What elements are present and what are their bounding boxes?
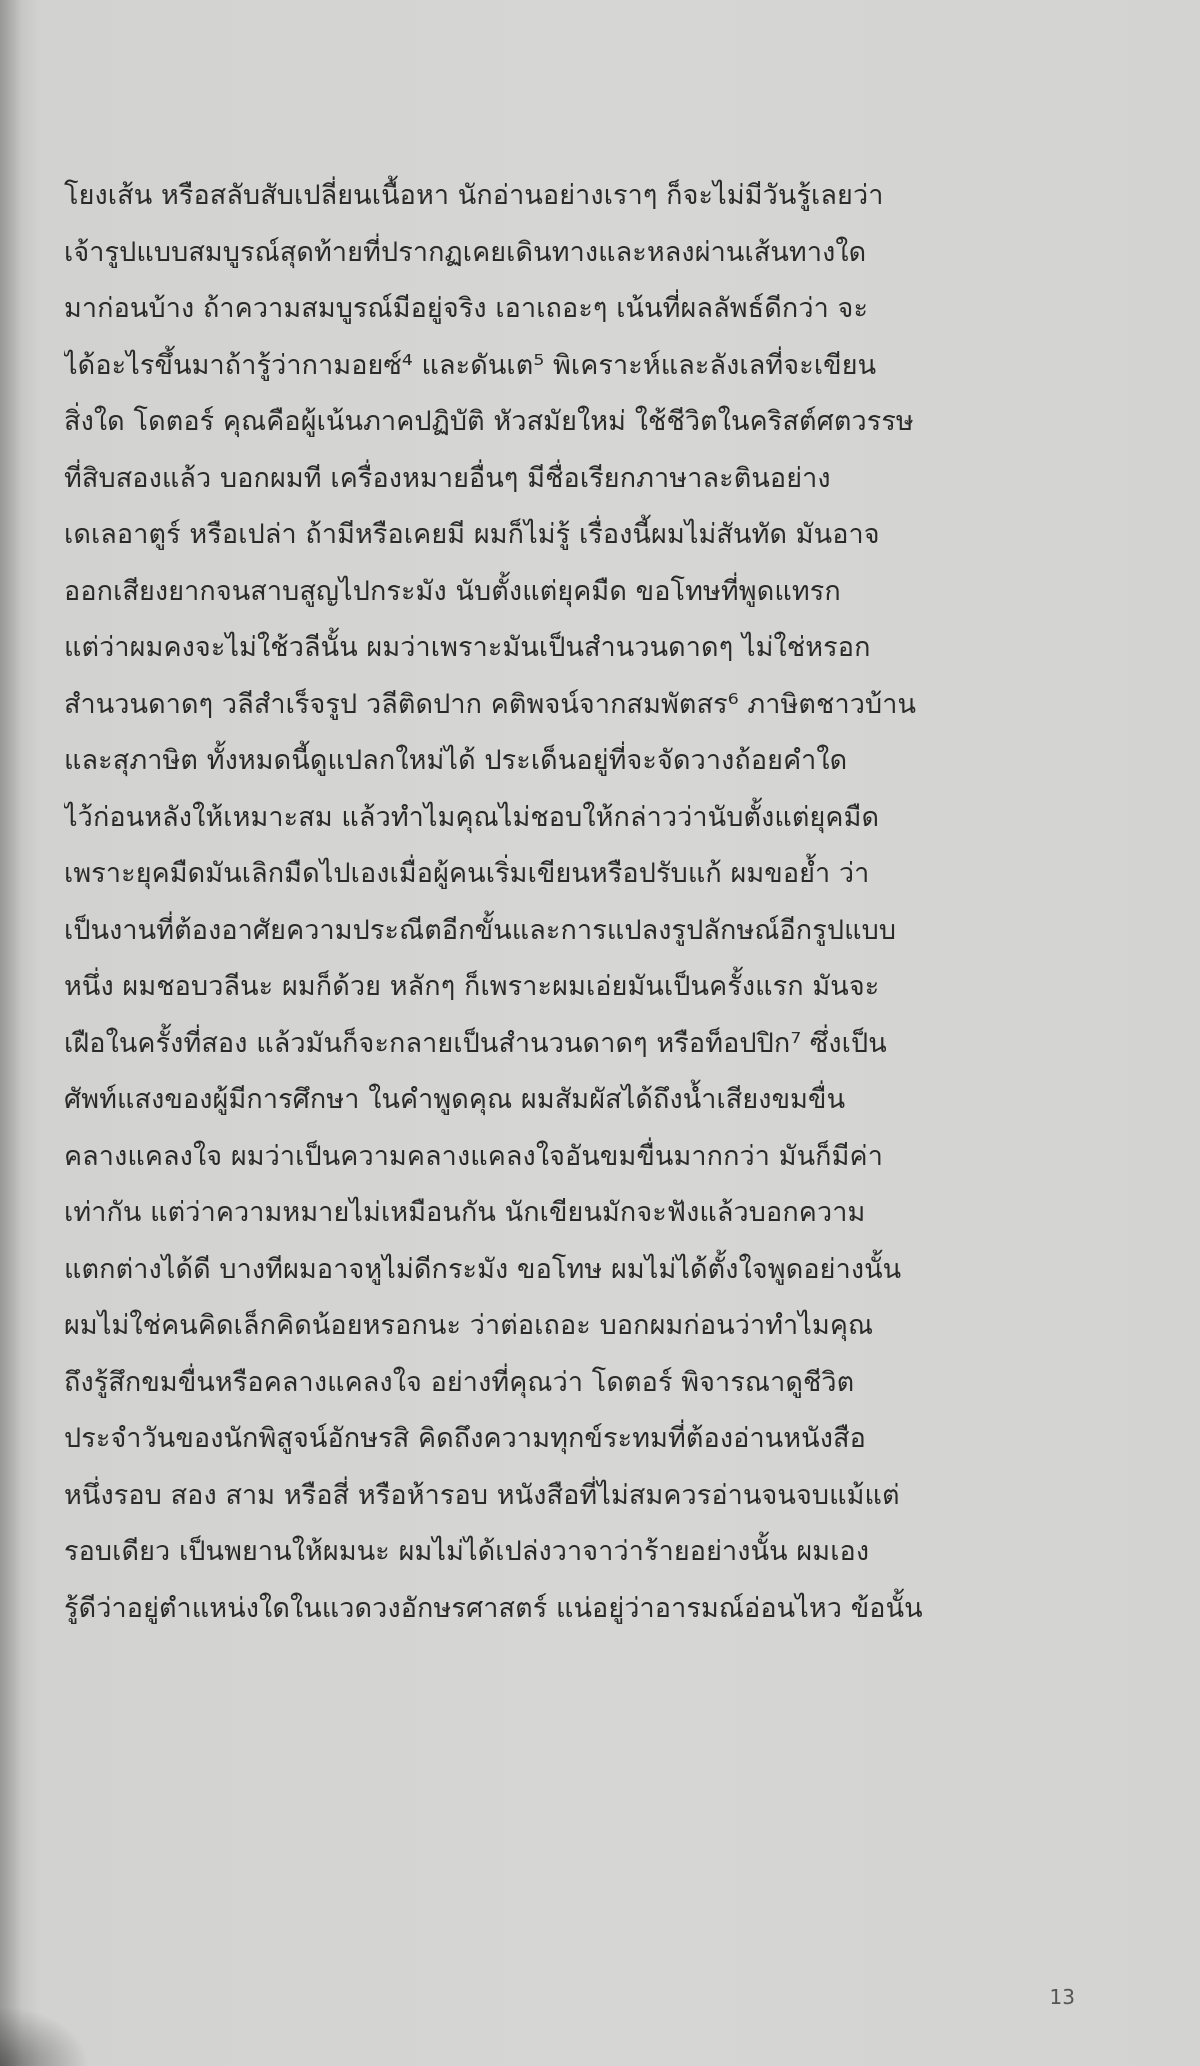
text-line: เท่ากัน แต่ว่าความหมายไม่เหมือนกัน นักเขียนมักจะฟังแล้วบอกความ: [64, 1197, 866, 1228]
text-line: รอบเดียว เป็นพยานให้ผมนะ ผมไม่ได้เปล่งวาจาว่าร้ายอย่างนั้น ผมเอง: [64, 1536, 870, 1567]
page-number: 13: [1049, 1985, 1075, 2009]
text-line: ออกเสียงยากจนสาบสูญไปกระมัง นับตั้งแต่ยุคมืด ขอโทษที่พูดแทรก: [64, 575, 841, 607]
text-line: สำนวนดาดๆ วลีสำเร็จรูป วลีติดปาก คติพจน์จากสมพัตสร⁶ ภาษิตชาวบ้าน: [64, 688, 917, 720]
text-line: มาก่อนบ้าง ถ้าความสมบูรณ์มีอยู่จริง เอาเถอะๆ เน้นที่ผลลัพธ์ดีกว่า จะ: [64, 293, 869, 324]
page-corner-shadow: [0, 2006, 90, 2066]
text-line: ศัพท์แสงของผู้มีการศึกษา ในคำพูดคุณ ผมสัมผัสได้ถึงน้ำเสียงขมขื่น: [64, 1084, 846, 1115]
text-line: ประจำวันของนักพิสูจน์อักษรสิ คิดถึงความทุกข์ระทมที่ต้องอ่านหนังสือ: [64, 1423, 866, 1454]
text-line: รู้ดีว่าอยู่ตำแหน่งใดในแวดวงอักษรศาสตร์ แน่อยู่ว่าอารมณ์อ่อนไหว ข้อนั้น: [64, 1592, 923, 1624]
text-line: แต่ว่าผมคงจะไม่ใช้วลีนั้น ผมว่าเพราะมันเป็นสำนวนดาดๆ ไม่ใช่หรอก: [64, 632, 871, 663]
text-line: หนึ่งรอบ สอง สาม หรือสี่ หรือห้ารอบ หนังสือที่ไม่สมควรอ่านจนจบแม้แต่: [64, 1479, 900, 1511]
text-line: แตกต่างได้ดี บางทีผมอาจหูไม่ดีกระมัง ขอโทษ ผมไม่ได้ตั้งใจพูดอย่างนั้น: [64, 1253, 902, 1285]
text-line: และสุภาษิต ทั้งหมดนี้ดูแปลกใหม่ได้ ประเด็นอยู่ที่จะจัดวางถ้อยคำใด: [64, 745, 848, 776]
text-line: เจ้ารูปแบบสมบูรณ์สุดท้ายที่ปรากฏเคยเดินทางและหลงผ่านเส้นทางใด: [64, 236, 867, 268]
text-line: ไว้ก่อนหลังให้เหมาะสม แล้วทำไมคุณไม่ชอบให้กล่าวว่านับตั้งแต่ยุคมืด: [64, 801, 880, 833]
text-line: เดเลอาตูร์ หรือเปล่า ถ้ามีหรือเคยมี ผมก็ไม่รู้ เรื่องนี้ผมไม่สันทัด มันอาจ: [64, 519, 880, 550]
text-line: โยงเส้น หรือสลับสับเปลี่ยนเนื้อหา นักอ่านอย่างเราๆ ก็จะไม่มีวันรู้เลยว่า: [64, 180, 884, 211]
body-text: [64, 168, 1074, 1637]
page-gutter-shadow: [0, 0, 22, 2066]
text-line: ที่สิบสองแล้ว บอกผมที เครื่องหมายอื่นๆ มีชื่อเรียกภาษาละตินอย่าง: [64, 462, 831, 494]
text-line: คลางแคลงใจ ผมว่าเป็นความคลางแคลงใจอันขมขื่นมากกว่า มันก็มีค่า: [64, 1140, 883, 1172]
text-line: เป็นงานที่ต้องอาศัยความประณีตอีกขั้นและการแปลงรูปลักษณ์อีกรูปแบบ: [64, 914, 897, 946]
text-line: สิ่งใด โดตอร์ คุณคือผู้เน้นภาคปฏิบัติ หัวสมัยใหม่ ใช้ชีวิตในคริสต์ศตวรรษ: [64, 406, 914, 437]
text-line: ถึงรู้สึกขมขื่นหรือคลางแคลงใจ อย่างที่คุณว่า โดตอร์ พิจารณาดูชีวิต: [64, 1366, 855, 1398]
text-line: เพราะยุคมืดมันเลิกมืดไปเองเมื่อผู้คนเริ่มเขียนหรือปรับแก้ ผมขอย้ำ ว่า: [64, 858, 870, 889]
text-line: เฝือในครั้งที่สอง แล้วมันก็จะกลายเป็นสำนวนดาดๆ หรือท็อปปิก⁷ ซึ่งเป็น: [64, 1027, 887, 1059]
text-line: ผมไม่ใช่คนคิดเล็กคิดน้อยหรอกนะ ว่าต่อเถอะ บอกผมก่อนว่าทำไมคุณ: [64, 1310, 874, 1341]
text-line: ได้อะไรขึ้นมาถ้ารู้ว่ากามอยซ์⁴ และดันเต⁵ พิเคราะห์และลังเลที่จะเขียน: [64, 349, 877, 381]
text-line: หนึ่ง ผมชอบวลีนะ ผมก็ด้วย หลักๆ ก็เพราะผมเอ่ยมันเป็นครั้งแรก มันจะ: [64, 971, 880, 1002]
